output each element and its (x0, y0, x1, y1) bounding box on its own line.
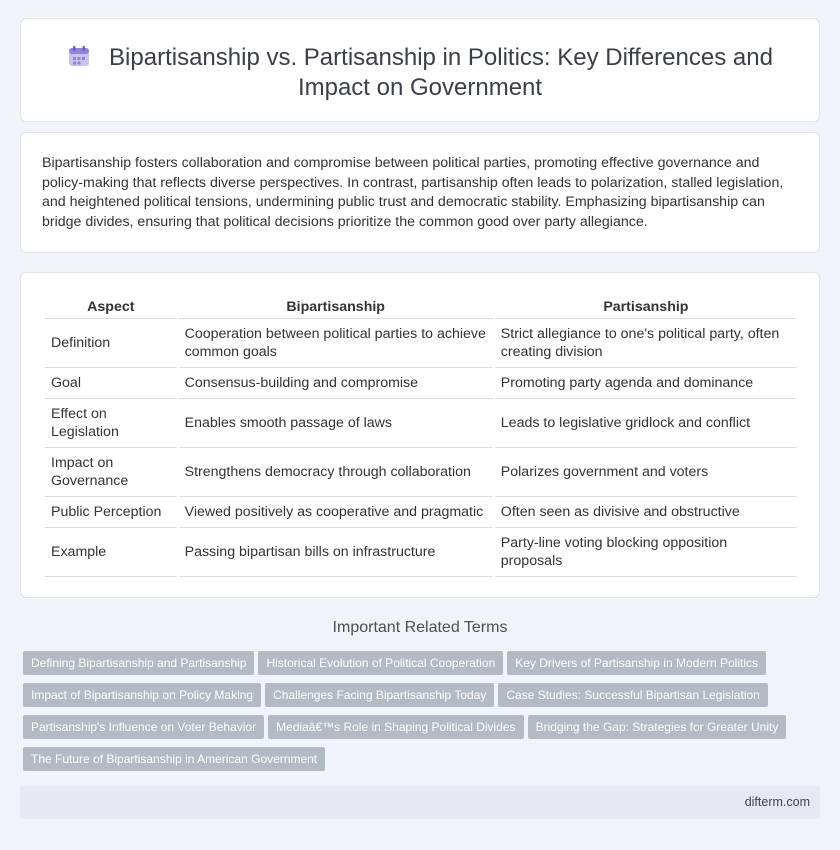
footer (20, 786, 820, 819)
header-card (20, 18, 820, 122)
footer-site-link[interactable]: difterm.com (744, 795, 810, 809)
table-row (45, 528, 797, 577)
aspect-cell: Public Perception (45, 497, 177, 528)
partisanship-cell: Party-line voting blocking opposition proposals (495, 528, 797, 577)
comparison-table (43, 295, 799, 577)
related-terms-list (23, 651, 813, 779)
related-term-tag[interactable]: Mediaâ€™s Role in Shaping Political Divides (268, 715, 523, 739)
related-term-tag[interactable]: The Future of Bipartisanship in American Government (23, 747, 325, 771)
table-header-row (45, 295, 797, 319)
bipartisanship-cell: Strengthens democracy through collaboration (179, 448, 493, 497)
aspect-cell: Impact on Governance (45, 448, 177, 497)
table-row (45, 497, 797, 528)
partisanship-cell: Leads to legislative gridlock and conflict (495, 399, 797, 448)
partisanship-cell: Strict allegiance to one's political party, often creating division (495, 319, 797, 368)
partisanship-cell: Polarizes government and voters (495, 448, 797, 497)
table-row (45, 448, 797, 497)
related-terms-title: Important Related Terms (332, 619, 508, 636)
related-term-tag[interactable]: Challenges Facing Bipartisanship Today (265, 683, 494, 707)
related-term-tag[interactable]: Impact of Bipartisanship on Policy Making (23, 683, 261, 707)
column-header-partisanship: Partisanship (495, 295, 797, 319)
table-row (45, 368, 797, 399)
aspect-cell: Goal (45, 368, 177, 399)
related-term-tag[interactable]: Case Studies: Successful Bipartisan Legislation (498, 683, 767, 707)
aspect-cell: Definition (45, 319, 177, 368)
table-row (45, 399, 797, 448)
partisanship-cell: Often seen as divisive and obstructive (495, 497, 797, 528)
page-title (61, 43, 779, 103)
related-term-tag[interactable]: Key Drivers of Partisanship in Modern Politics (507, 651, 766, 675)
related-term-tag[interactable]: Historical Evolution of Political Cooperation (258, 651, 503, 675)
comparison-table-card (20, 272, 820, 598)
column-header-bipartisanship: Bipartisanship (179, 295, 493, 319)
intro-card (20, 132, 820, 253)
aspect-cell: Example (45, 528, 177, 577)
page-title-text: Bipartisanship vs. Partisanship in Politics: Key Differences and Impact on Government (109, 44, 773, 101)
bipartisanship-cell: Consensus-building and compromise (179, 368, 493, 399)
related-term-tag[interactable]: Defining Bipartisanship and Partisanship (23, 651, 254, 675)
related-term-tag[interactable]: Partisanship's Influence on Voter Behavior (23, 715, 264, 739)
bipartisanship-cell: Cooperation between political parties to achieve common goals (179, 319, 493, 368)
related-term-tag[interactable]: Bridging the Gap: Strategies for Greater Unity (528, 715, 787, 739)
calendar-icon (67, 44, 91, 68)
aspect-cell: Effect on Legislation (45, 399, 177, 448)
intro-text: Bipartisanship fosters collaboration and compromise between political parties, promoting effective governance and policy-making that reflects diverse perspectives. In contrast, partisanship often leads to polarization, stalled legislation, and heightened political tensions, undermining public trust and democratic stability. Emphasizing bipartisanship can bridge divides, ensuring that political decisions prioritize the common good over party allegiance. (42, 155, 784, 230)
bipartisanship-cell: Passing bipartisan bills on infrastructure (179, 528, 493, 577)
column-header-aspect: Aspect (45, 295, 177, 319)
partisanship-cell: Promoting party agenda and dominance (495, 368, 797, 399)
bipartisanship-cell: Enables smooth passage of laws (179, 399, 493, 448)
title-wrap (61, 43, 779, 103)
bipartisanship-cell: Viewed positively as cooperative and pragmatic (179, 497, 493, 528)
table-row (45, 319, 797, 368)
